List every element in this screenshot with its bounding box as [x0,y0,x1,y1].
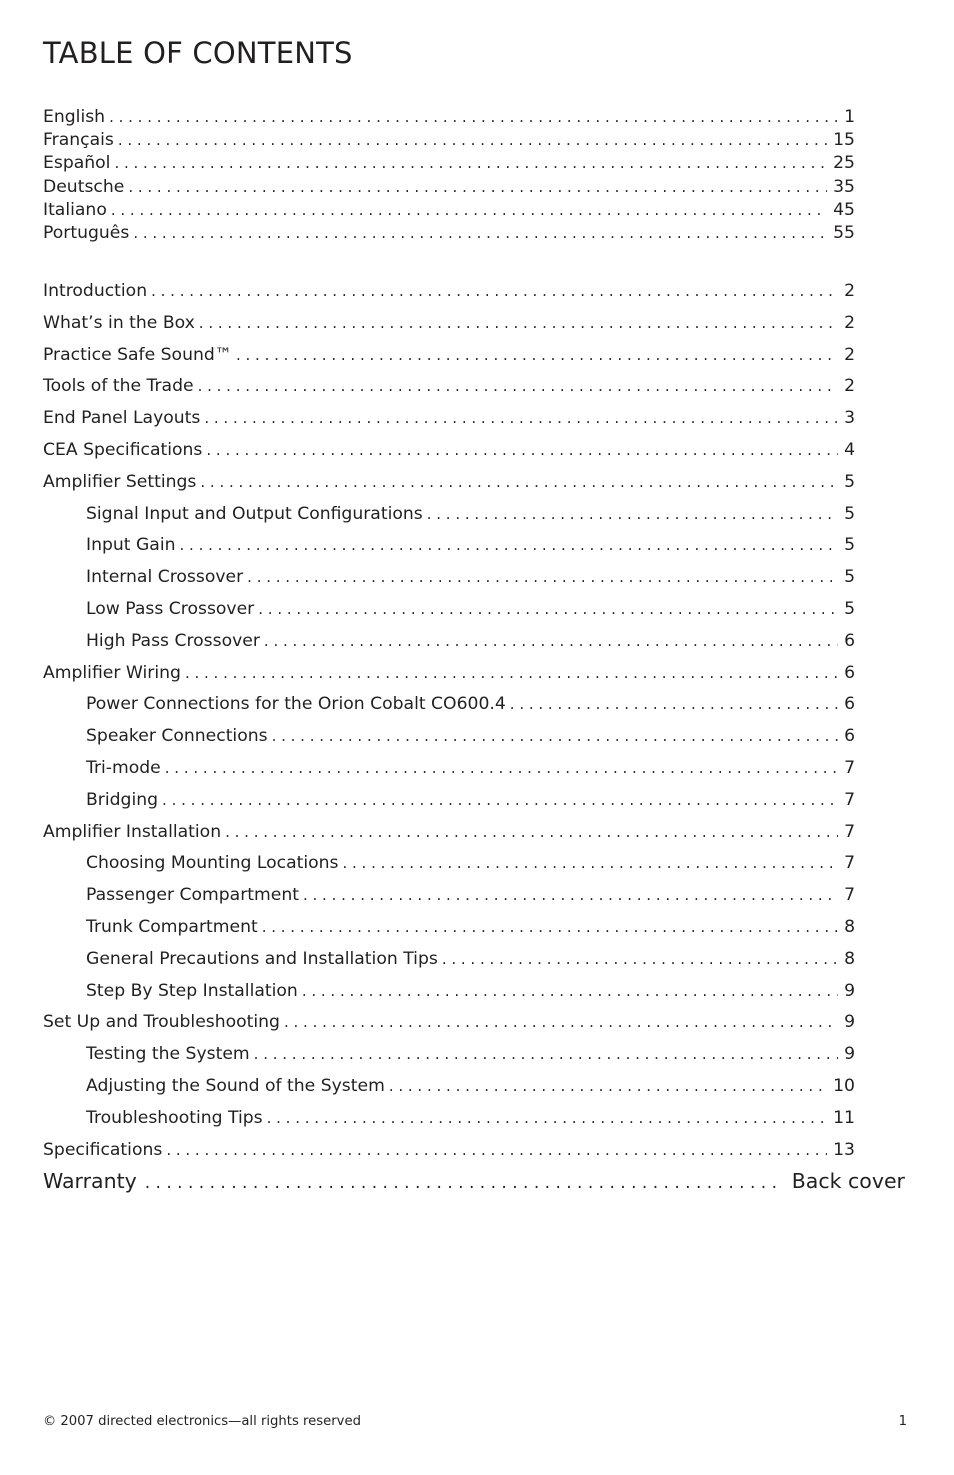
toc-entry[interactable] [43,340,855,372]
toc-entry-label: Testing the System [86,1044,250,1065]
dot-leader [151,276,838,308]
toc-entry-page: 6 [844,726,855,747]
toc-entry[interactable] [43,1007,855,1039]
toc-entry-label: Step By Step Installation [86,980,298,1001]
toc-entry-label: Tools of the Trade [43,376,194,397]
toc-entry-label: High Pass Crossover [86,630,260,651]
toc-entry-page: 3 [844,408,855,429]
toc-entry[interactable] [43,499,855,531]
toc-entry-label: Amplifier Settings [43,471,197,492]
dot-leader [128,176,827,199]
toc-entry-page: 10 [833,1075,855,1096]
toc-entry-label: Amplifier Installation [43,821,222,842]
page-title: TABLE OF CONTENTS [43,36,353,70]
toc-entry[interactable] [43,1071,855,1103]
dot-leader [258,594,838,626]
toc-entry-page: 4 [844,439,855,460]
footer-page-number: 1 [898,1414,907,1429]
toc-entry-page: 7 [844,821,855,842]
language-entry-page: 35 [833,176,855,197]
table-of-contents [43,276,855,1166]
dot-leader [111,199,827,222]
toc-entry-label: Speaker Connections [86,726,268,747]
dot-leader [389,1071,827,1103]
toc-entry-label: Passenger Compartment [86,885,299,906]
toc-entry-label: Choosing Mounting Locations [86,853,339,874]
dot-leader [118,129,827,152]
language-entry-page: 45 [833,199,855,220]
toc-entry-label: Power Connections for the Orion Cobalt CO600.4 [86,694,506,715]
toc-entry-page: 9 [844,1044,855,1065]
dot-leader [114,152,827,175]
dot-leader [247,562,838,594]
dot-leader [185,658,838,690]
language-entry-label: Italiano [43,199,107,220]
language-entry-page: 15 [833,130,855,151]
toc-entry[interactable] [43,562,855,594]
footer-copyright: © 2007 directed electronics—all rights reserved [43,1414,361,1429]
language-entry-page: 1 [844,107,855,127]
dot-leader [427,499,838,531]
toc-entry[interactable] [43,371,855,403]
toc-entry-page: 5 [844,567,855,588]
toc-entry-page: 6 [844,662,855,683]
toc-entry-page: 9 [844,980,855,1001]
toc-entry-page: 5 [844,535,855,556]
toc-entry-label: Adjusting the Sound of the System [86,1075,385,1096]
dot-leader [272,721,838,753]
toc-entry[interactable] [43,626,855,658]
toc-entry-page: 2 [844,281,855,301]
toc-entry[interactable] [43,721,855,753]
toc-entry-page: 6 [844,694,855,715]
toc-entry-page: 9 [844,1012,855,1033]
language-entry-page: 25 [833,153,855,174]
toc-entry-page: 7 [844,789,855,810]
dot-leader [145,1166,782,1200]
toc-entry-label: Specifications [43,1139,163,1160]
toc-entry[interactable] [43,658,855,690]
toc-entry[interactable] [43,467,855,499]
toc-entry[interactable] [43,944,855,976]
language-entry[interactable] [43,152,855,175]
language-entry-label: Français [43,130,114,151]
toc-entry[interactable] [43,817,855,849]
dot-leader [165,753,838,785]
toc-entry-page: 6 [844,630,855,651]
toc-entry-label: Amplifier Wiring [43,662,181,683]
dot-leader [206,435,838,467]
toc-entry[interactable] [43,530,855,562]
toc-entry-label: Practice Safe Sound™ [43,344,232,365]
toc-entry[interactable] [43,1103,855,1135]
dot-leader [198,371,839,403]
toc-entry-page: 5 [844,503,855,524]
toc-entry-label: Internal Crossover [86,567,244,588]
toc-entry[interactable] [43,308,855,340]
dot-leader [236,340,838,372]
dot-leader [254,1039,838,1071]
toc-entry-label: Signal Input and Output Configurations [86,503,423,524]
toc-entry[interactable] [43,912,855,944]
toc-entry-page: 8 [844,916,855,937]
toc-entry-label: What’s in the Box [43,312,195,333]
toc-entry[interactable] [43,435,855,467]
language-entry-label: Deutsche [43,176,125,197]
toc-entry-label: General Precautions and Installation Tips [86,948,438,969]
language-entry-label: English [43,107,106,127]
toc-entry[interactable] [43,785,855,817]
toc-entry-page: 2 [844,344,855,365]
dot-leader [262,912,838,944]
toc-entry-page: 5 [844,598,855,619]
language-entry[interactable] [43,199,855,222]
language-entry[interactable] [43,176,855,199]
toc-entry-label: Low Pass Crossover [86,598,255,619]
toc-entry-warranty[interactable] [43,1164,905,1198]
dot-leader [180,530,839,562]
toc-entry-label: Troubleshooting Tips [86,1107,263,1128]
toc-entry-page: 7 [844,853,855,874]
toc-entry-page: 5 [844,471,855,492]
toc-entry[interactable] [43,594,855,626]
dot-leader [166,1135,827,1167]
language-entry-label: Español [43,153,111,174]
dot-leader [162,785,838,817]
dot-leader [342,848,838,880]
toc-entry-label: Input Gain [86,535,176,556]
dot-leader [284,1007,838,1039]
dot-leader [133,222,827,245]
dot-leader [200,467,838,499]
toc-entry[interactable] [43,880,855,912]
toc-entry-label: Introduction [43,281,148,301]
dot-leader [264,626,838,658]
dot-leader [204,403,838,435]
language-index [43,106,855,245]
dot-leader [510,689,838,721]
toc-entry-label: CEA Specifications [43,439,203,460]
toc-entry[interactable] [43,976,855,1008]
language-entry-label: Português [43,222,130,243]
dot-leader [199,308,838,340]
toc-entry[interactable] [43,848,855,880]
toc-entry-page: 13 [833,1139,855,1160]
toc-entry-page: Back cover [791,1169,905,1193]
toc-entry-label: End Panel Layouts [43,408,201,429]
toc-entry-label: Bridging [86,789,159,810]
dot-leader [442,944,838,976]
dot-leader [302,976,838,1008]
toc-entry[interactable] [43,689,855,721]
toc-entry[interactable] [43,753,855,785]
language-entry[interactable] [43,129,855,152]
toc-entry-label: Set Up and Troubleshooting [43,1012,280,1033]
toc-entry[interactable] [43,403,855,435]
toc-entry-page: 7 [844,885,855,906]
toc-entry-page: 2 [844,312,855,333]
toc-entry-page: 7 [844,757,855,778]
dot-leader [109,106,838,129]
toc-entry[interactable] [43,276,855,308]
toc-entry-page: 11 [833,1107,855,1128]
toc-entry-page: 8 [844,948,855,969]
language-entry-page: 55 [833,222,855,243]
dot-leader [303,880,838,912]
toc-entry[interactable] [43,1039,855,1071]
toc-entry-page: 2 [844,376,855,397]
dot-leader [225,817,838,849]
toc-entry-label: Trunk Compartment [86,916,258,937]
language-entry[interactable] [43,106,855,129]
dot-leader [267,1103,828,1135]
language-entry[interactable] [43,222,855,245]
toc-entry-label: Warranty [43,1169,137,1193]
toc-entry-label: Tri-mode [86,757,161,778]
toc-entry[interactable] [43,1135,855,1167]
